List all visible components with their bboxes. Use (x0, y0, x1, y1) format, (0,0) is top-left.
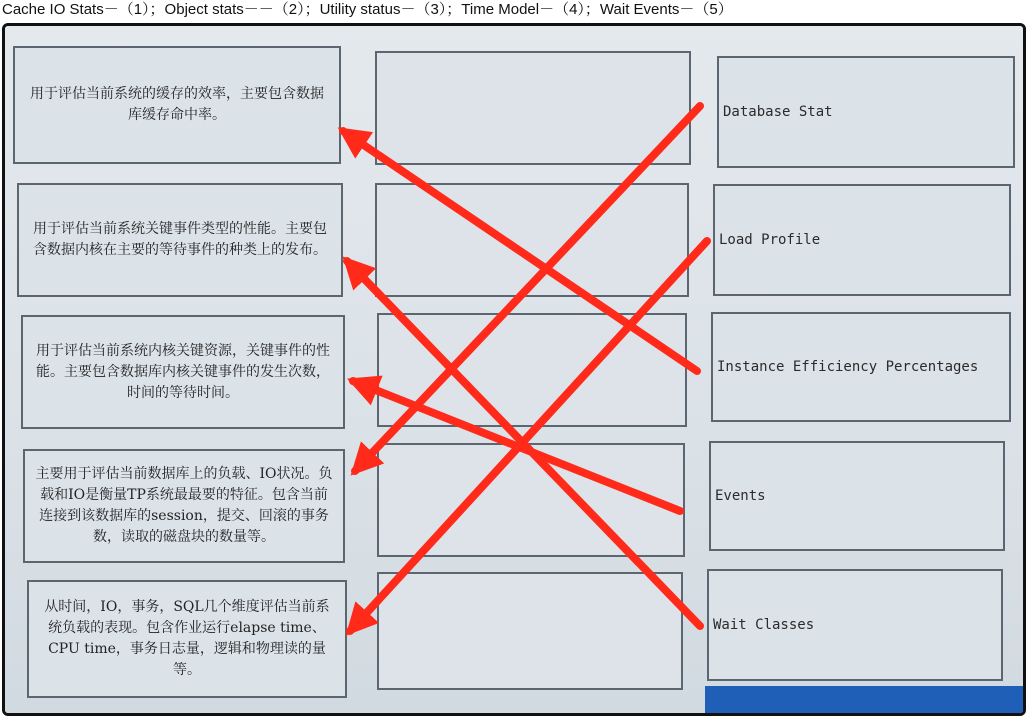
description-text-5: 从时间，IO，事务，SQL几个维度评估当前系统负载的表现。包含作业运行elapse time、CPU time，事务日志量，逻辑和物理读的量等。 (44, 599, 330, 678)
option-text-3: Instance Efficiency Percentages (717, 359, 979, 375)
question-caption: Cache IO Stats－（1）；Object stats－－（2）；Utility status－（3）；Time Model－（4）；Wait Events－（5） (2, 1, 733, 18)
description-text-4: 主要用于评估当前数据库上的负载、IO状况。负载和IO是衡量TP系统最最要的特征。包含当前连接到该数据库的session，提交、回滚的事务数，读取的磁盘块的数量等。 (35, 466, 333, 545)
description-text-3: 用于评估当前系统内核关键资源，关键事件的性能。主要包含数据库内核关键事件的发生次数，时间的等待时间。 (36, 342, 330, 401)
description-text-1: 用于评估当前系统的缓存的效率，主要包含数据库缓存命中率。 (30, 86, 324, 123)
option-text-1: Database Stat (723, 104, 833, 120)
arrow-database-stat (355, 106, 700, 471)
arrow-events (353, 381, 680, 511)
option-text-5: Wait Classes (713, 617, 815, 633)
photo-frame (2, 23, 1026, 716)
option-text-4: Events (715, 488, 766, 504)
match-arrows-overlay (5, 26, 1025, 716)
description-text-2: 用于评估当前系统关键事件类型的性能。主要包含数据内核在主要的等待事件的种类上的发布。 (33, 221, 327, 258)
option-text-2: Load Profile (719, 232, 821, 248)
